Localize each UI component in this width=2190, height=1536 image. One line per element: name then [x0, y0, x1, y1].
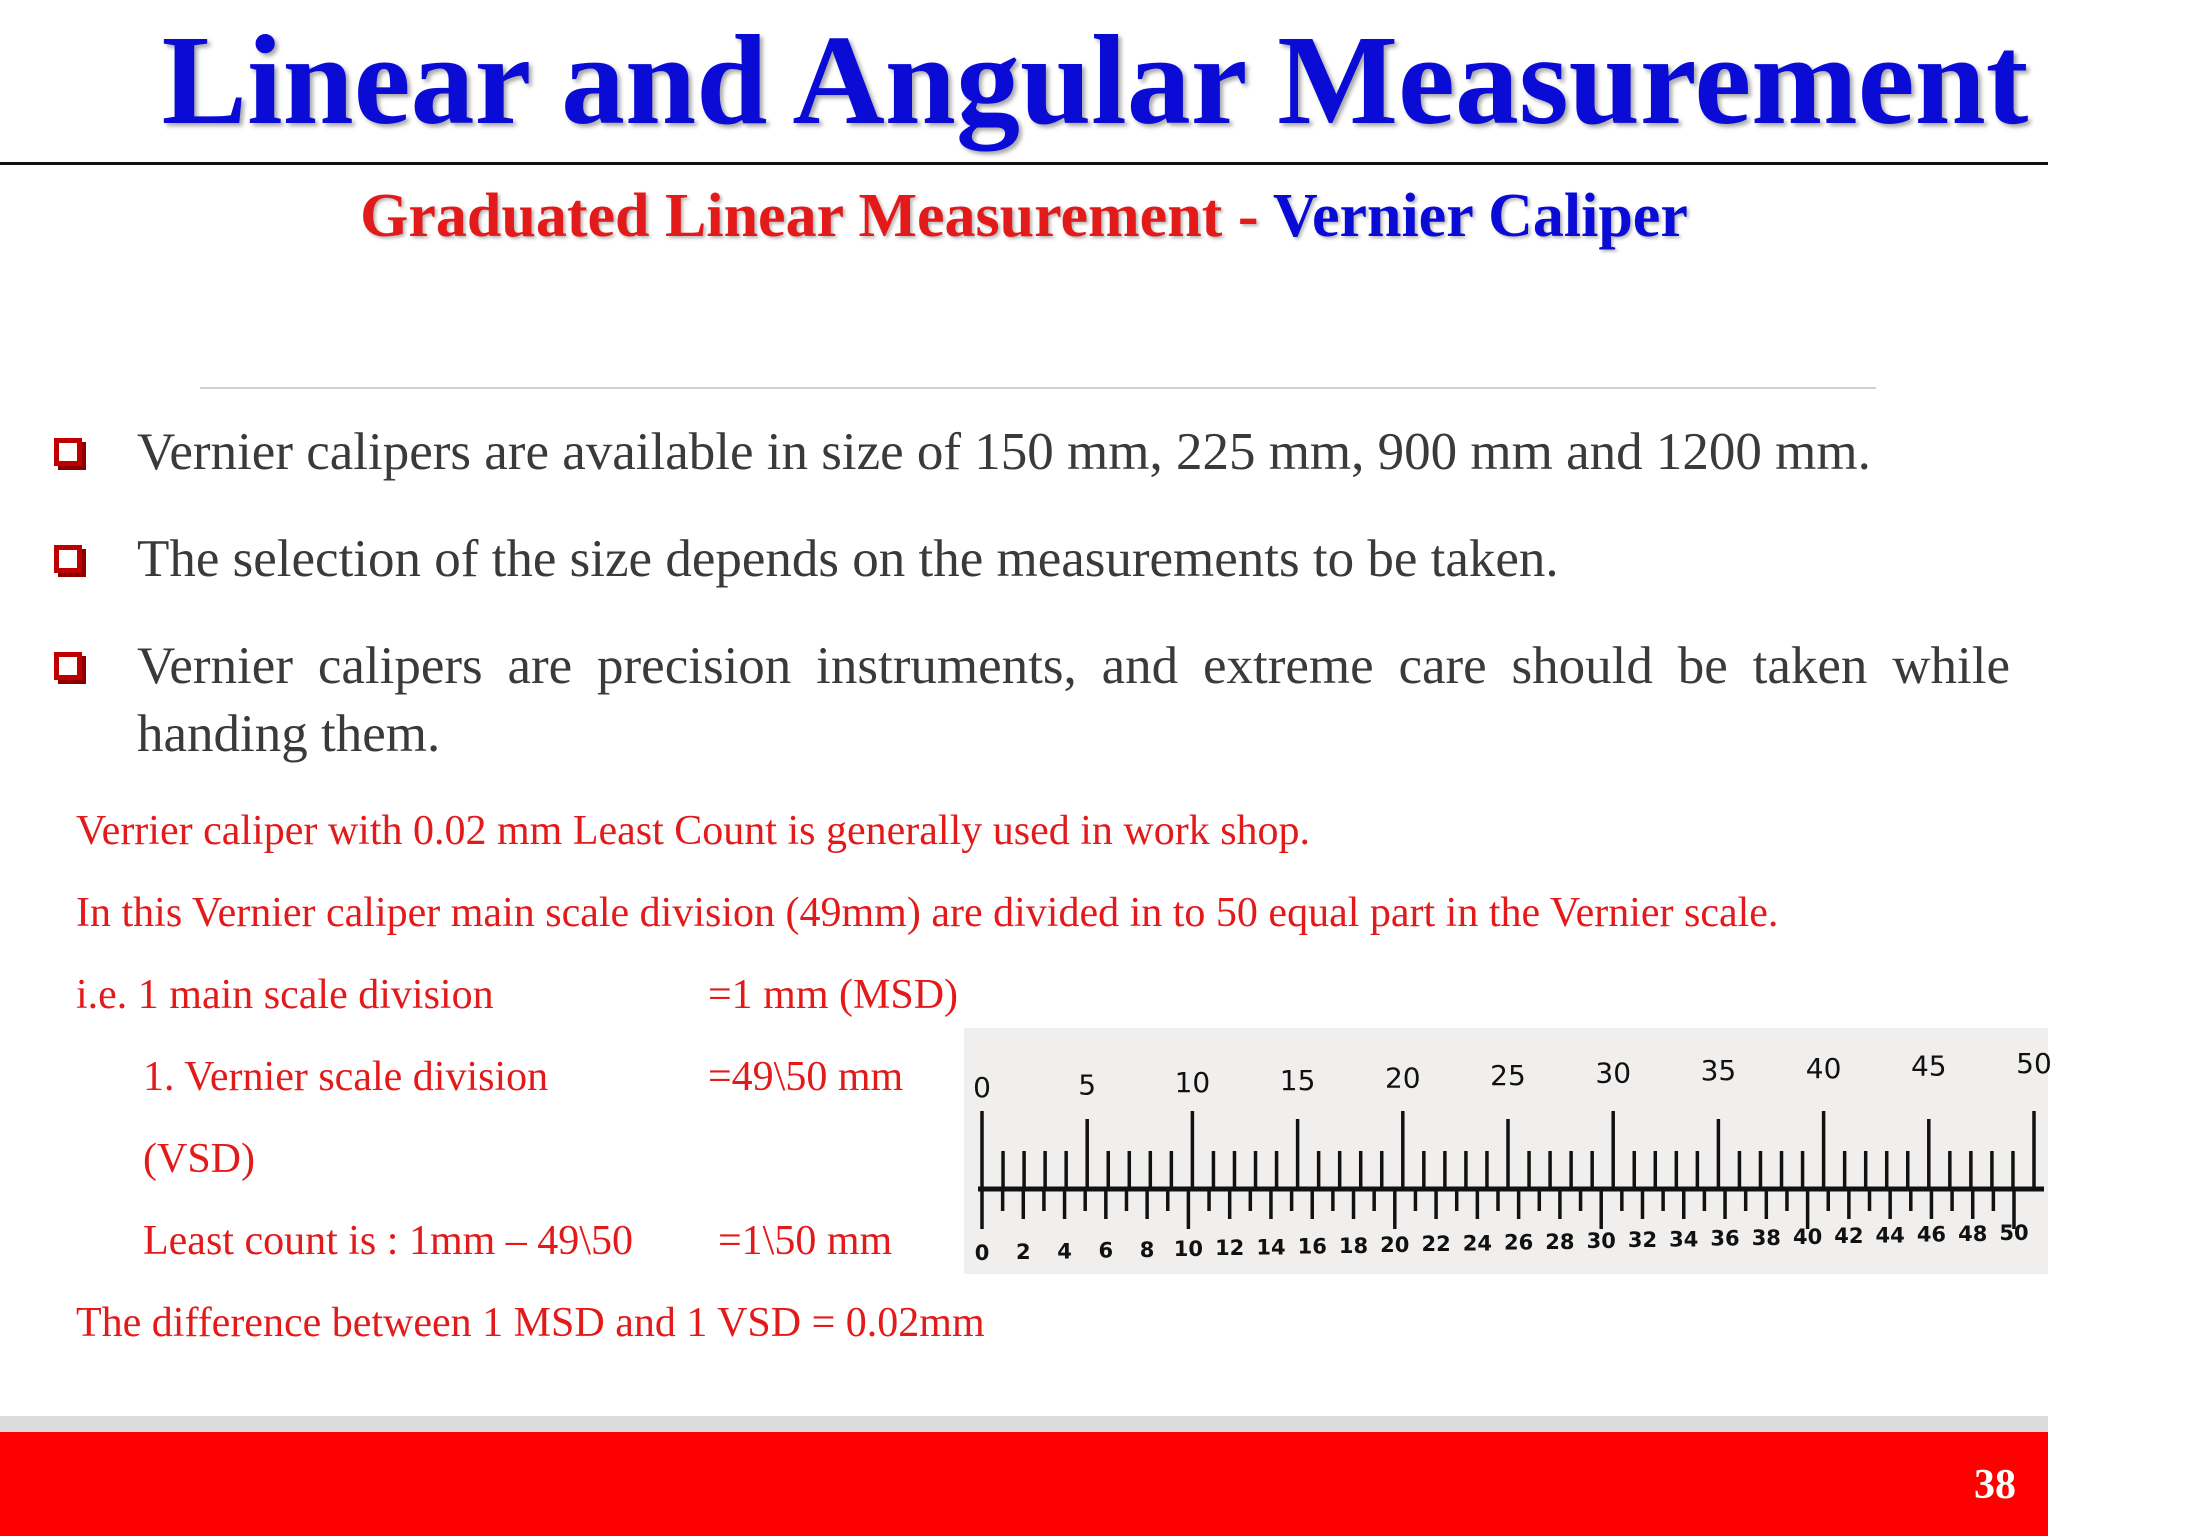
main-scale-label: 45 — [1910, 1049, 1947, 1083]
checkbox-bullet-icon — [54, 438, 82, 466]
title-divider — [0, 162, 2048, 165]
checkbox-bullet-icon — [54, 652, 82, 680]
vernier-scale-drawing — [964, 1028, 2052, 1274]
bullet-text: The selection of the size depends on the measurements to be taken. — [137, 530, 1559, 588]
subtitle-topic: Graduated Linear Measurement — [360, 182, 1223, 250]
vsd-abbreviation: (VSD) — [143, 1136, 255, 1182]
vernier-scale-image — [964, 1028, 2052, 1274]
main-scale-label: 10 — [1174, 1066, 1211, 1100]
subtitle-instrument: Vernier Caliper — [1272, 182, 1688, 250]
least-count-label: Least count is : 1mm – 49\50 — [143, 1218, 633, 1264]
vernier-scale-label: 32 — [1627, 1228, 1658, 1253]
vernier-scale-label: 30 — [1586, 1229, 1616, 1253]
main-scale-label: 35 — [1700, 1054, 1737, 1088]
main-scale-label: 40 — [1805, 1051, 1842, 1085]
main-scale-label: 20 — [1384, 1061, 1421, 1095]
vernier-scale-label: 40 — [1792, 1225, 1823, 1249]
vernier-scale-label: 46 — [1916, 1222, 1947, 1247]
bullet-list — [48, 418, 2010, 807]
msd-label: i.e. 1 main scale division — [76, 972, 494, 1018]
vernier-scale-label: 6 — [1098, 1238, 1114, 1263]
vernier-scale-label: 24 — [1462, 1231, 1492, 1256]
bullet-text: Vernier calipers are precision instruments, and extreme care should be taken while handing them. — [137, 637, 2010, 763]
vernier-scale-label: 4 — [1057, 1239, 1072, 1264]
subtitle-separator: - — [1222, 182, 1273, 250]
main-scale-label: 30 — [1595, 1056, 1632, 1090]
slide-title: Linear and Angular Measurement — [161, 9, 2029, 151]
vernier-scale-label: 10 — [1173, 1237, 1204, 1261]
slide-subtitle — [0, 178, 2048, 254]
note-division-description: In this Vernier caliper main scale division (49mm) are divided in to 50 equal part in the Vernier scale. — [76, 890, 1779, 936]
bullet-text: Vernier calipers are available in size of 150 mm, 225 mm, 900 mm and 1200 mm. — [137, 423, 1871, 481]
least-count-value: =1\50 mm — [718, 1218, 893, 1264]
footer-band — [0, 1416, 2048, 1432]
vernier-scale-label: 48 — [1958, 1221, 1988, 1246]
main-scale-label: 25 — [1490, 1059, 1526, 1092]
vernier-scale-label: 8 — [1139, 1237, 1155, 1262]
vernier-scale-label: 36 — [1710, 1226, 1740, 1251]
bullet-item — [48, 525, 2010, 593]
vernier-scale-label: 42 — [1834, 1224, 1864, 1249]
main-scale-label: 5 — [1078, 1068, 1097, 1102]
vsd-label: 1. Vernier scale division — [143, 1054, 549, 1100]
main-scale-label: 0 — [973, 1071, 991, 1104]
msd-value: =1 mm (MSD) — [708, 972, 959, 1018]
checkbox-bullet-icon — [54, 545, 82, 573]
vernier-scale-label: 28 — [1545, 1229, 1575, 1254]
vernier-scale-label: 0 — [974, 1241, 990, 1265]
page-number: 38 — [1974, 1462, 2016, 1508]
vsd-value: =49\50 mm — [708, 1054, 904, 1100]
vernier-scale-label: 14 — [1256, 1235, 1286, 1260]
vernier-scale-label: 12 — [1215, 1236, 1245, 1261]
main-scale-label: 50 — [2016, 1047, 2052, 1080]
vernier-scale-label: 20 — [1380, 1233, 1410, 1257]
vernier-scale-label: 26 — [1504, 1230, 1534, 1255]
bullet-item — [48, 632, 2010, 768]
bullet-item — [48, 418, 2010, 486]
msd-vsd-difference: The difference between 1 MSD and 1 VSD = 0.02mm — [76, 1300, 985, 1346]
vernier-scale-label: 34 — [1669, 1227, 1699, 1252]
note-least-count-usage: Verrier caliper with 0.02 mm Least Count is generally used in work shop. — [76, 808, 1311, 854]
vernier-scale-label: 18 — [1338, 1233, 1369, 1258]
footer-bar — [0, 1432, 2048, 1536]
content-divider — [200, 387, 1876, 389]
vernier-scale-label: 38 — [1751, 1225, 1781, 1250]
main-scale-label: 15 — [1279, 1063, 1316, 1097]
vernier-scale-label: 2 — [1015, 1240, 1031, 1265]
vernier-scale-label: 44 — [1875, 1223, 1905, 1248]
vernier-scale-label: 22 — [1421, 1232, 1451, 1257]
vernier-scale-label: 50 — [1999, 1221, 2029, 1245]
vernier-scale-label: 16 — [1297, 1234, 1327, 1259]
